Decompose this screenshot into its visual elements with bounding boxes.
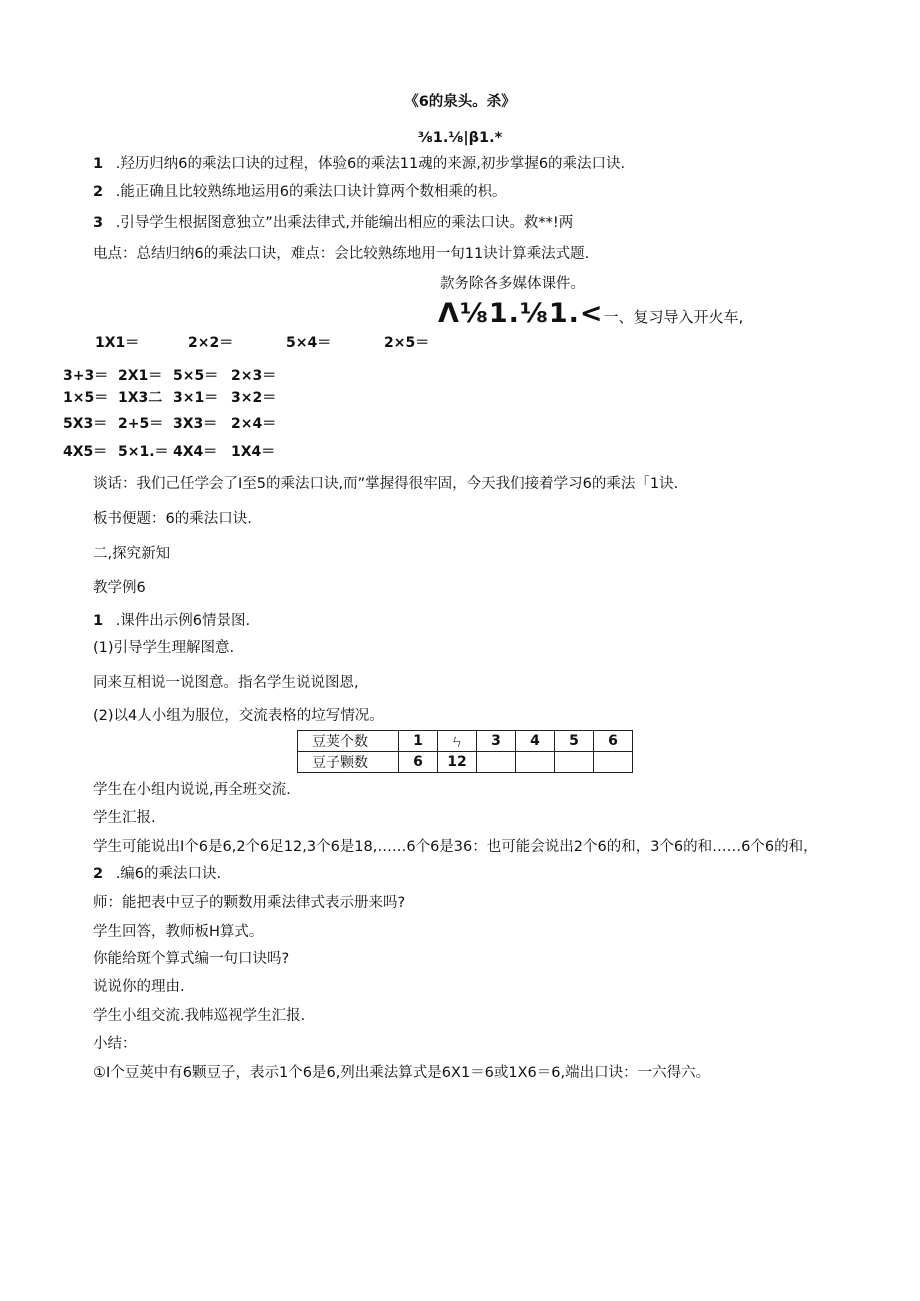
equation: 5×1.＝ [118,444,169,460]
equation: 3×1＝ [173,390,219,406]
objective-number: 2 [93,184,104,200]
prep-note: 款务除各多媒体课件。 [440,276,585,292]
objective-3 [93,213,573,233]
rhyme-question: 你能给斑个算式编一句口诀吗? [93,951,290,967]
section-heading: 二,探究新知 [93,546,171,562]
equation: 1X1＝ [95,335,140,351]
equation: 4X4＝ [173,444,218,460]
sub-step-1-detail: 同来互相说一说图意。指名学生说说图恩, [93,675,359,691]
objective-2 [93,182,507,202]
step-text: .课件出示例6情景图. [115,613,251,629]
discussion-line: 学生在小组内说说,再全班交流. [93,782,291,798]
equation: 2×5＝ [384,335,430,351]
step-number: 2 [93,866,104,882]
equation: 2+5＝ [118,416,164,432]
table-cell: 3 [477,731,516,752]
step-1 [93,611,250,631]
equation: 3×2＝ [231,390,277,406]
table-row [298,731,633,752]
student-answer-line: 学生可能说出I个6是6,2个6足12,3个6是18,……6个6是36：也可能会说出2个6的和，3个6的和……6个6的和， [93,839,818,855]
table-cell [594,752,633,773]
equation: 3+3＝ [63,368,109,384]
review-heading-line [438,298,743,330]
table-cell [555,752,594,773]
equation: 5×4＝ [286,335,332,351]
summary-item-1: ①I个豆荚中有6颗豆子，表示1个6是6,列出乘法算式是6X1＝6或1X6＝6,端出口诀：一六得六。 [93,1065,711,1081]
table-header-cell: 豆荚个数 [298,731,399,752]
bean-table [297,730,633,773]
step-2 [93,864,221,884]
page-title: 《6的泉头。杀》 [404,94,516,110]
table-header-cell: 豆子颗数 [298,752,399,773]
table-cell: 4 [516,731,555,752]
group-line: 学生小组交流.我帏巡视学生汇报. [93,1008,306,1024]
student-reply: 学生回答，教师板H算式。 [93,924,264,940]
table-cell: 12 [438,752,477,773]
equation: 5X3＝ [63,416,108,432]
step-text: .编6的乘法口诀. [115,866,222,882]
table-cell: 5 [555,731,594,752]
review-heading: 一、复习导入开火车, [603,308,744,326]
table-cell [477,752,516,773]
objective-text: .能正确且比较熟练地运用6的乘法口诀计算两个数相乘的枳。 [115,184,507,200]
table-cell [516,752,555,773]
objective-text: .羟历归纳6的乘法口诀的过程，体验6的乘法11魂的来源,初步掌握6的乘法口诀. [115,156,626,172]
reason-line: 说说你的理由. [93,979,185,995]
talk-paragraph: 谈话：我们己任学会了I至5的乘法口诀,而”掌握得很牢固，今天我们接着学习6的乘法「1诀. [93,476,679,492]
equation: 2×4＝ [231,416,277,432]
table-cell: 1 [399,731,438,752]
sub-step-1: (1)引导学生理解图意. [93,640,235,656]
step-number: 1 [93,613,104,629]
table-cell: ㄣ [438,731,477,752]
example-heading: 教学例6 [93,580,146,596]
equation: 2×3＝ [231,368,277,384]
equation: 3X3＝ [173,416,218,432]
objective-text: .引导学生根据图意独立”出乘法律式,并能编出相应的乘法口诀。救**!两 [115,215,574,231]
equation: 5×5＝ [173,368,219,384]
table-row [298,752,633,773]
board-title: 板书便题：6的乘法口诀. [93,511,252,527]
equation: 2X1＝ [118,368,163,384]
big-heading: Λ⅛1.⅛1.< [438,298,604,329]
page-subtitle: ⅜1.⅛|β1.* [417,130,503,146]
equation: 1X3二 [118,390,163,406]
equation: 1×5＝ [63,390,109,406]
equation: 4X5＝ [63,444,108,460]
objective-number: 3 [93,215,104,231]
table-cell: 6 [594,731,633,752]
summary-label: 小结： [93,1036,137,1052]
key-points: 电点：总结归纳6的乘法口诀，难点：会比较熟练地用一旬11诀计算乘法式题. [93,246,590,262]
teacher-question: 师：能把表中豆子的颗数用乘法律式表示册来吗? [93,895,406,911]
equation: 1X4＝ [231,444,276,460]
objective-number: 1 [93,156,104,172]
report-line: 学生汇报. [93,810,156,826]
equation: 2×2＝ [188,335,234,351]
objective-1 [93,154,625,174]
sub-step-2: (2)以4人小组为服位，交流表格的垃写情况。 [93,708,384,724]
table-cell: 6 [399,752,438,773]
